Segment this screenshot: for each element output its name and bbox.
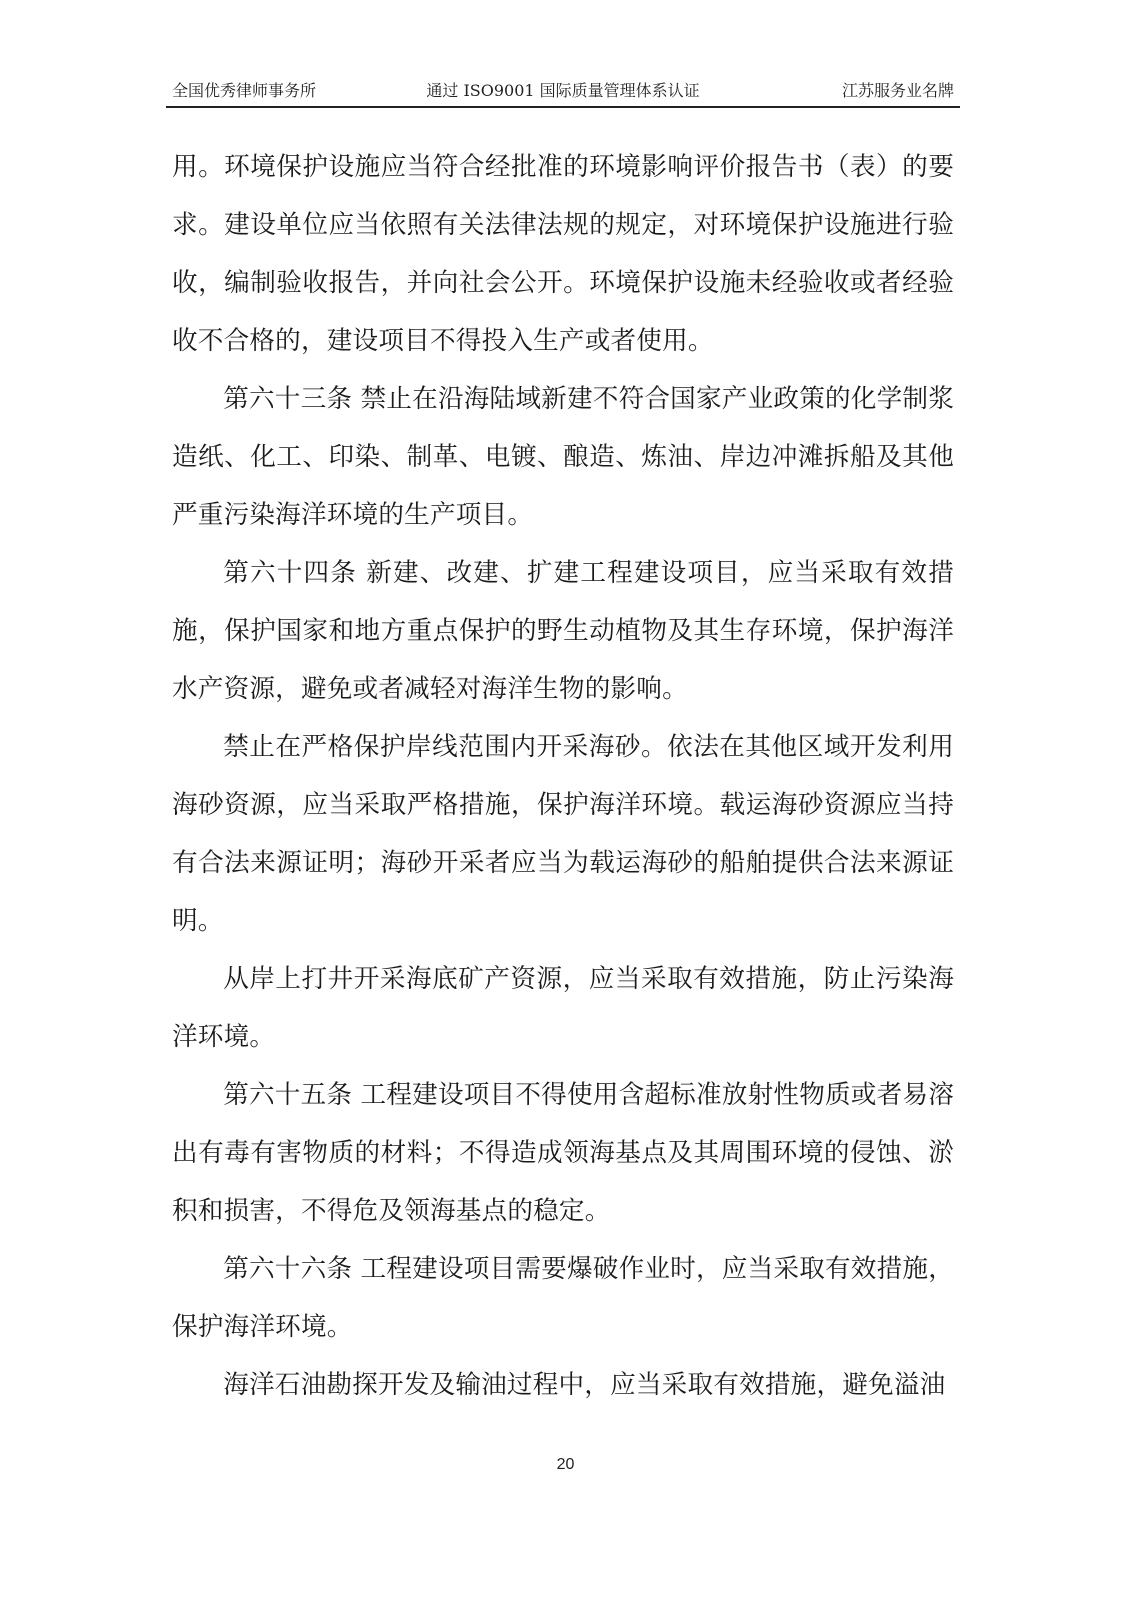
page-number: 20 [556, 1456, 575, 1473]
document-body [172, 138, 954, 1414]
paragraph-article-66: 第六十六条 工程建设项目需要爆破作业时，应当采取有效措施，保护海洋环境。 [172, 1254, 954, 1342]
page-header [172, 78, 954, 106]
header-certification: 通过 ISO9001 国际质量管理体系认证 [426, 81, 700, 100]
paragraph-article-64: 第六十四条 新建、改建、扩建工程建设项目，应当采取有效措施，保护国家和地方重点保护的野生动植物及其生存环境，保护海洋水产资源，避免或者减轻对海洋生物的影响。 [172, 558, 954, 704]
paragraph-article-65: 第六十五条 工程建设项目不得使用含超标准放射性物质或者易溶出有毒有害物质的材料；不得造成领海基点及其周围环境的侵蚀、淤积和损害，不得危及领海基点的稳定。 [172, 1080, 954, 1226]
paragraph-sea-sand: 禁止在严格保护岸线范围内开采海砂。依法在其他区域开发利用海砂资源，应当采取严格措施，保护海洋环境。载运海砂资源应当持有合法来源证明；海砂开采者应当为载运海砂的船舶提供合法来源证明。 [172, 732, 954, 936]
paragraph-oil-exploration: 海洋石油勘探开发及输油过程中，应当采取有效措施，避免溢油 [223, 1370, 946, 1400]
paragraph-seabed-mining: 从岸上打井开采海底矿产资源，应当采取有效措施，防止污染海洋环境。 [172, 964, 954, 1052]
paragraph-continuation: 用。环境保护设施应当符合经批准的环境影响评价报告书（表）的要求。建设单位应当依照有关法律法规的规定，对环境保护设施进行验收，编制验收报告，并向社会公开。环境保护设施未经验收或者经验收不合格的，建设项目不得投入生产或者使用。 [172, 152, 954, 356]
header-divider [166, 106, 960, 108]
header-firm-title: 全国优秀律师事务所 [172, 81, 317, 100]
paragraph-article-63: 第六十三条 禁止在沿海陆域新建不符合国家产业政策的化学制浆造纸、化工、印染、制革、电镀、酿造、炼油、岸边冲滩拆船及其他严重污染海洋环境的生产项目。 [172, 384, 954, 530]
header-brand: 江苏服务业名牌 [841, 81, 954, 100]
